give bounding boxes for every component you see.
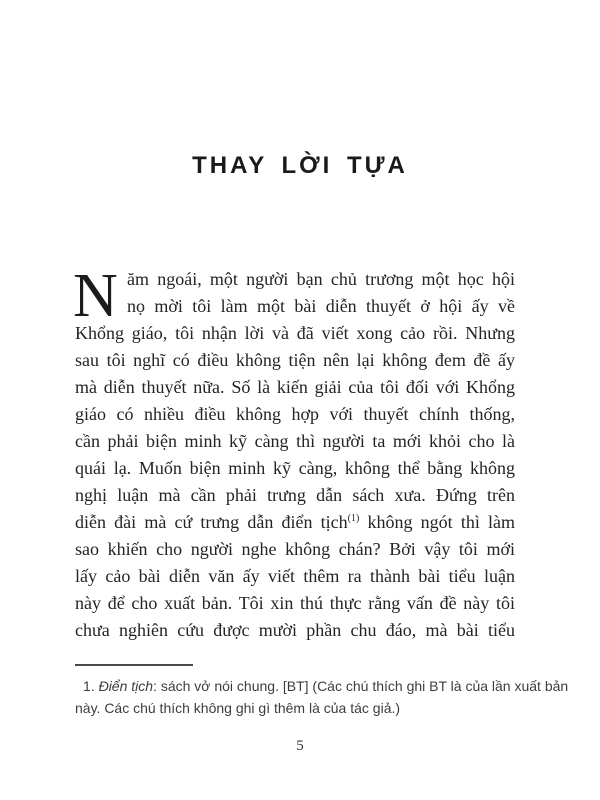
page-title: THAY LỜI TỰA bbox=[192, 152, 408, 179]
drop-cap: N bbox=[73, 262, 118, 330]
body-line: này để cho xuất bản. Tôi xin thú thực rằng vấn đề này tôi bbox=[75, 593, 515, 613]
body-line: Khổng giáo, tôi nhận lời và đã viết xong cảo rồi. Nhưng bbox=[75, 323, 515, 343]
body-line-with-footnote-ref bbox=[75, 509, 515, 536]
footnote-marker: 1. bbox=[83, 678, 99, 694]
body-line-segment: diễn đài mà cứ trưng dẫn điển tịch bbox=[75, 512, 348, 532]
body-line-segment: không ngót thì làm bbox=[359, 512, 515, 532]
body-paragraph bbox=[73, 262, 515, 644]
body-line: sau tôi nghĩ có điều không tiện nên lại không đem đề ấy bbox=[75, 350, 515, 370]
footnote-separator bbox=[75, 664, 193, 666]
footnote-text: : sách vở nói chung. [BT] (Các chú thích ghi BT là của lần xuất bản bbox=[153, 678, 569, 694]
body-line: nọ mời tôi làm một bài diễn thuyết ở hội ấy về bbox=[127, 296, 515, 316]
footnote-term: Điển tịch bbox=[98, 678, 154, 694]
body-line: chưa nghiên cứu được mười phần chu đáo, mà bài tiểu bbox=[75, 620, 515, 640]
body-line: cần phải biện minh kỹ càng thì người ta mới khỏi cho là bbox=[75, 431, 515, 451]
page-number: 5 bbox=[296, 738, 304, 754]
body-line: giáo có nhiều điều không hợp với thuyết chính thống, bbox=[75, 404, 515, 424]
body-line: lấy cảo bài diễn văn ấy viết thêm ra thành bài tiểu luận bbox=[75, 566, 515, 586]
footnote bbox=[75, 664, 569, 719]
footnote-line: này. Các chú thích không ghi gì thêm là của tác giả.) bbox=[75, 700, 401, 716]
body-line: ăm ngoái, một người bạn chủ trương một học hội bbox=[127, 269, 515, 289]
footnote-reference: (1) bbox=[347, 513, 360, 524]
body-line: quái lạ. Muốn biện minh kỹ càng, không thể bằng không bbox=[75, 458, 515, 478]
footnote-line bbox=[75, 675, 569, 697]
body-line: sao khiến cho người nghe không chán? Bởi vậy tôi mới bbox=[75, 539, 515, 559]
body-line: mà diễn thuyết nữa. Số là kiến giải của tôi đối với Khổng bbox=[75, 377, 515, 397]
body-line: nghị luận mà cần phải trưng dẫn sách xưa. Đứng trên bbox=[75, 485, 515, 505]
